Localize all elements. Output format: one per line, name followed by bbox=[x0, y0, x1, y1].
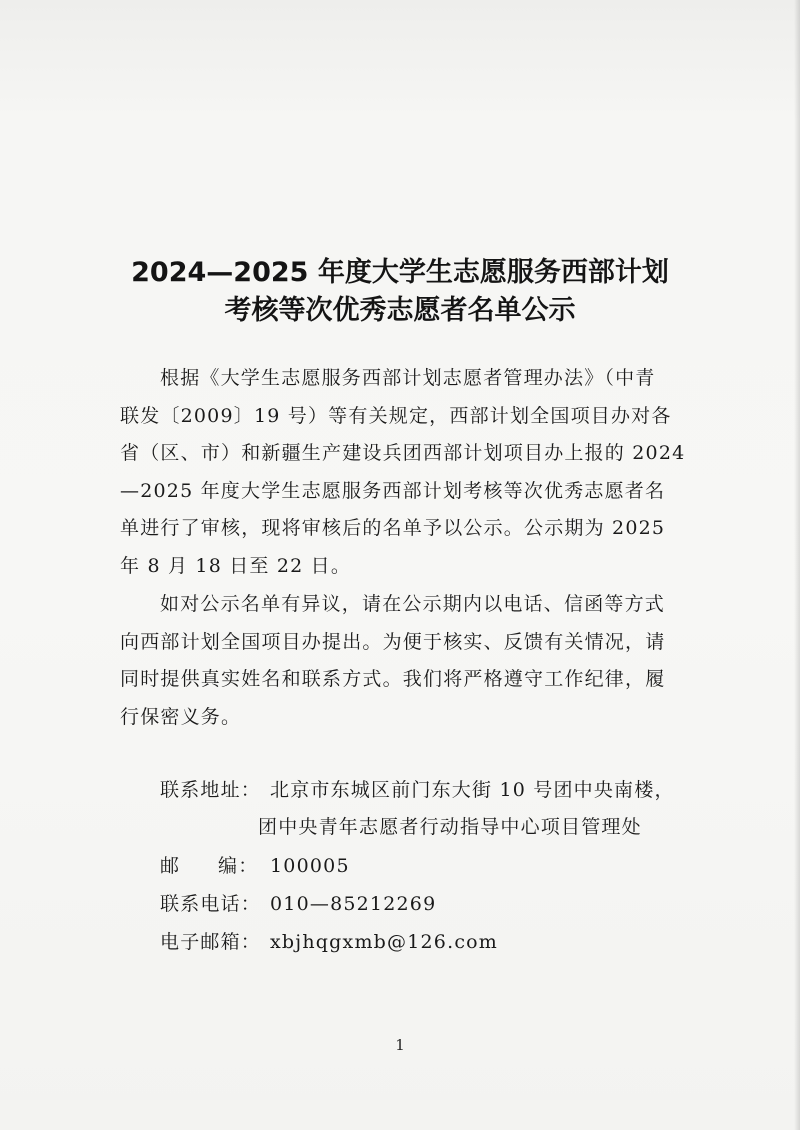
paragraph-line: 单进行了审核，现将审核后的名单予以公示。公示期为 2025 bbox=[120, 517, 666, 539]
contact-phone-label: 联系电话： bbox=[160, 893, 262, 915]
paragraph-line: 如对公示名单有异议，请在公示期内以电话、信函等方式 bbox=[160, 593, 666, 615]
contact-email-label: 电子邮箱： bbox=[160, 931, 262, 953]
contact-postcode-row bbox=[160, 852, 350, 880]
document-title-line1: 2024—2025 年度大学生志愿服务西部计划 bbox=[131, 257, 669, 288]
paragraph-objection bbox=[120, 586, 700, 736]
contact-address-row-2 bbox=[258, 813, 642, 841]
paragraph-line: —2025 年度大学生志愿服务西部计划考核等次优秀志愿者名 bbox=[120, 479, 666, 502]
paragraph-line: 根据《大学生志愿服务西部计划志愿者管理办法》（中青 bbox=[160, 367, 656, 389]
document-title-line2: 考核等次优秀志愿者名单公示 bbox=[224, 295, 576, 326]
paragraph-line: 行保密义务。 bbox=[120, 705, 242, 728]
contact-postcode-label bbox=[160, 852, 270, 880]
scan-edge-shadow bbox=[794, 0, 800, 1130]
paragraph-line: 联发〔2009〕19 号）等有关规定，西部计划全国项目办对各 bbox=[120, 404, 672, 427]
paragraph-line: 年 8 月 18 日至 22 日。 bbox=[120, 554, 352, 577]
paragraph-line: 省（区、市）和新疆生产建设兵团西部计划项目办上报的 2024 bbox=[120, 442, 686, 464]
contact-phone-value: 010—85212269 bbox=[270, 893, 437, 915]
paragraph-line: 向西部计划全国项目办提出。为便于核实、反馈有关情况，请 bbox=[120, 630, 666, 653]
contact-postcode-value: 100005 bbox=[270, 855, 350, 877]
paragraph-notice bbox=[120, 360, 700, 585]
contact-phone-row bbox=[160, 890, 436, 918]
contact-email-value: xbjhqgxmb@126.com bbox=[270, 931, 499, 953]
paragraph-line: 同时提供真实姓名和联系方式。我们将严格遵守工作纪律，履 bbox=[120, 668, 666, 690]
contact-address-value: 北京市东城区前门东大街 10 号团中央南楼， bbox=[270, 779, 675, 801]
contact-address-row bbox=[160, 776, 675, 804]
page-number: 1 bbox=[395, 1036, 405, 1054]
contact-email-row bbox=[160, 928, 498, 956]
contact-postcode-label-part1: 邮 bbox=[160, 855, 181, 877]
contact-address-value-line2: 团中央青年志愿者行动指导中心项目管理处 bbox=[258, 816, 642, 838]
contact-postcode-label-part2: 编： bbox=[218, 855, 259, 877]
contact-address-label: 联系地址： bbox=[160, 779, 262, 801]
